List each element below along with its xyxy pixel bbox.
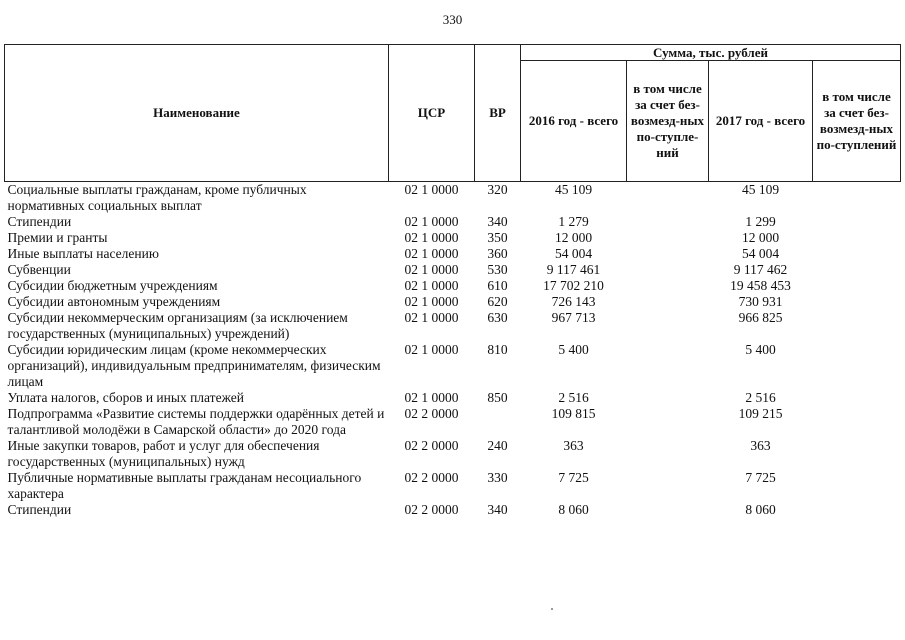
row-2016-grants	[627, 502, 709, 518]
row-2016-total: 9 117 461	[546, 262, 601, 277]
table-row	[5, 262, 901, 278]
row-2017-total: 1 299	[745, 214, 776, 229]
row-csr: 02 1 0000	[404, 230, 459, 245]
row-name: Стипендии	[7, 214, 72, 229]
row-2016-total: 363	[563, 438, 584, 453]
header-sum-group: Сумма, тыс. рублей	[521, 45, 901, 61]
table-row	[5, 390, 901, 406]
row-2017-grants	[813, 438, 901, 470]
row-2017-total: 8 060	[745, 502, 776, 517]
row-2016-total: 17 702 210	[543, 278, 604, 293]
table-row	[5, 438, 901, 470]
row-csr: 02 1 0000	[404, 342, 459, 357]
row-2016-grants	[627, 246, 709, 262]
row-name: Публичные нормативные выплаты гражданам несоциального характера	[7, 470, 362, 501]
row-2017-grants	[813, 294, 901, 310]
row-vr: 350	[487, 230, 508, 245]
row-csr: 02 2 0000	[404, 438, 459, 453]
row-2017-grants	[813, 246, 901, 262]
table-row	[5, 342, 901, 390]
scan-speck	[551, 608, 553, 610]
row-vr: 360	[487, 246, 508, 261]
row-name: Субсидии бюджетным учреждениям	[7, 278, 218, 293]
row-2017-total: 54 004	[741, 246, 780, 261]
page-number: 330	[442, 12, 463, 27]
row-csr: 02 1 0000	[404, 262, 459, 277]
row-2016-total: 1 279	[558, 214, 589, 229]
row-name: Подпрограмма «Развитие системы поддержки одарённых детей и талантливой молодёжи в Самарской области» до 2020 года	[7, 406, 385, 437]
row-2016-total: 45 109	[554, 182, 593, 197]
table-header	[5, 45, 901, 182]
row-name: Субсидии некоммерческим организациям (за исключением государственных (муниципальных) учреждений)	[7, 310, 348, 341]
row-2016-grants	[627, 470, 709, 502]
row-2016-total: 726 143	[551, 294, 596, 309]
header-2017-total: 2017 год - всего	[709, 61, 813, 182]
row-2016-total: 54 004	[554, 246, 593, 261]
budget-table	[4, 44, 901, 518]
row-2017-total: 2 516	[745, 390, 776, 405]
row-name: Субсидии юридическим лицам (кроме некоммерческих организаций), индивидуальным предпринимателям, физическим лицам	[7, 342, 381, 389]
row-2017-grants	[813, 262, 901, 278]
row-csr: 02 2 0000	[404, 502, 459, 517]
row-2017-grants	[813, 390, 901, 406]
row-name: Уплата налогов, сборов и иных платежей	[7, 390, 244, 405]
row-csr: 02 1 0000	[404, 294, 459, 309]
row-name: Социальные выплаты гражданам, кроме публичных нормативных социальных выплат	[7, 182, 307, 213]
row-2017-grants	[813, 230, 901, 246]
header-2017-grants: в том числе за счет без-возмезд-ных по-ступлений	[813, 61, 901, 182]
row-2016-total: 8 060	[558, 502, 589, 517]
table-row	[5, 182, 901, 215]
row-2017-total: 363	[750, 438, 771, 453]
row-2017-total: 5 400	[745, 342, 776, 357]
row-vr: 240	[487, 438, 508, 453]
row-2017-grants	[813, 182, 901, 215]
row-2016-grants	[627, 390, 709, 406]
row-2016-grants	[627, 310, 709, 342]
row-name: Иные выплаты населению	[7, 246, 159, 261]
header-2016-grants: в том числе за счет без-возмезд-ных по-ступле-ний	[627, 61, 709, 182]
row-2017-total: 9 117 462	[733, 262, 788, 277]
table-row	[5, 230, 901, 246]
row-csr: 02 1 0000	[404, 390, 459, 405]
header-vr: ВР	[475, 45, 521, 182]
row-vr: 610	[487, 278, 508, 293]
row-2017-total: 966 825	[738, 310, 783, 325]
row-2017-grants	[813, 342, 901, 390]
row-2017-total: 19 458 453	[730, 278, 791, 293]
row-name: Субвенции	[7, 262, 71, 277]
row-vr: 850	[487, 390, 508, 405]
header-2016-total: 2016 год - всего	[521, 61, 627, 182]
table-body	[5, 182, 901, 519]
row-2016-grants	[627, 262, 709, 278]
table-row	[5, 502, 901, 518]
table-row	[5, 310, 901, 342]
row-2016-grants	[627, 294, 709, 310]
row-vr: 340	[487, 214, 508, 229]
row-2017-grants	[813, 310, 901, 342]
row-2017-grants	[813, 470, 901, 502]
row-2017-grants	[813, 406, 901, 438]
row-vr: 630	[487, 310, 508, 325]
row-csr: 02 1 0000	[404, 182, 459, 197]
row-name: Субсидии автономным учреждениям	[7, 294, 221, 309]
header-csr: ЦСР	[389, 45, 475, 182]
table-row	[5, 406, 901, 438]
row-2016-total: 12 000	[554, 230, 593, 245]
row-vr: 330	[487, 470, 508, 485]
row-2016-grants	[627, 214, 709, 230]
row-2017-total: 730 931	[738, 294, 783, 309]
row-name: Иные закупки товаров, работ и услуг для обеспечения государственных (муниципальных) нужд	[7, 438, 320, 469]
table-row	[5, 278, 901, 294]
row-vr	[475, 406, 521, 438]
row-2017-total: 7 725	[745, 470, 776, 485]
row-2016-grants	[627, 278, 709, 294]
table-row	[5, 246, 901, 262]
row-csr: 02 1 0000	[404, 310, 459, 325]
row-2016-total: 5 400	[558, 342, 589, 357]
row-2016-grants	[627, 406, 709, 438]
row-2016-grants	[627, 182, 709, 215]
row-csr: 02 1 0000	[404, 214, 459, 229]
row-2016-grants	[627, 230, 709, 246]
row-2016-total: 7 725	[558, 470, 589, 485]
row-vr: 810	[487, 342, 508, 357]
table-row	[5, 294, 901, 310]
row-name: Стипендии	[7, 502, 72, 517]
row-vr: 320	[487, 182, 508, 197]
row-2017-total: 12 000	[741, 230, 780, 245]
table-row	[5, 214, 901, 230]
row-2016-grants	[627, 438, 709, 470]
row-vr: 340	[487, 502, 508, 517]
row-2017-grants	[813, 502, 901, 518]
row-2017-total: 45 109	[741, 182, 780, 197]
row-name: Премии и гранты	[7, 230, 108, 245]
row-vr: 620	[487, 294, 508, 309]
row-csr: 02 1 0000	[404, 246, 459, 261]
table-row	[5, 470, 901, 502]
row-csr: 02 2 0000	[404, 470, 459, 485]
row-vr: 530	[487, 262, 508, 277]
row-2016-total: 109 815	[551, 406, 596, 421]
header-name: Наименование	[5, 45, 389, 182]
row-2016-total: 967 713	[551, 310, 596, 325]
row-2017-grants	[813, 214, 901, 230]
row-2016-total: 2 516	[558, 390, 589, 405]
row-2016-grants	[627, 342, 709, 390]
row-csr: 02 2 0000	[404, 406, 459, 421]
row-csr: 02 1 0000	[404, 278, 459, 293]
row-2017-grants	[813, 278, 901, 294]
row-2017-total: 109 215	[738, 406, 783, 421]
